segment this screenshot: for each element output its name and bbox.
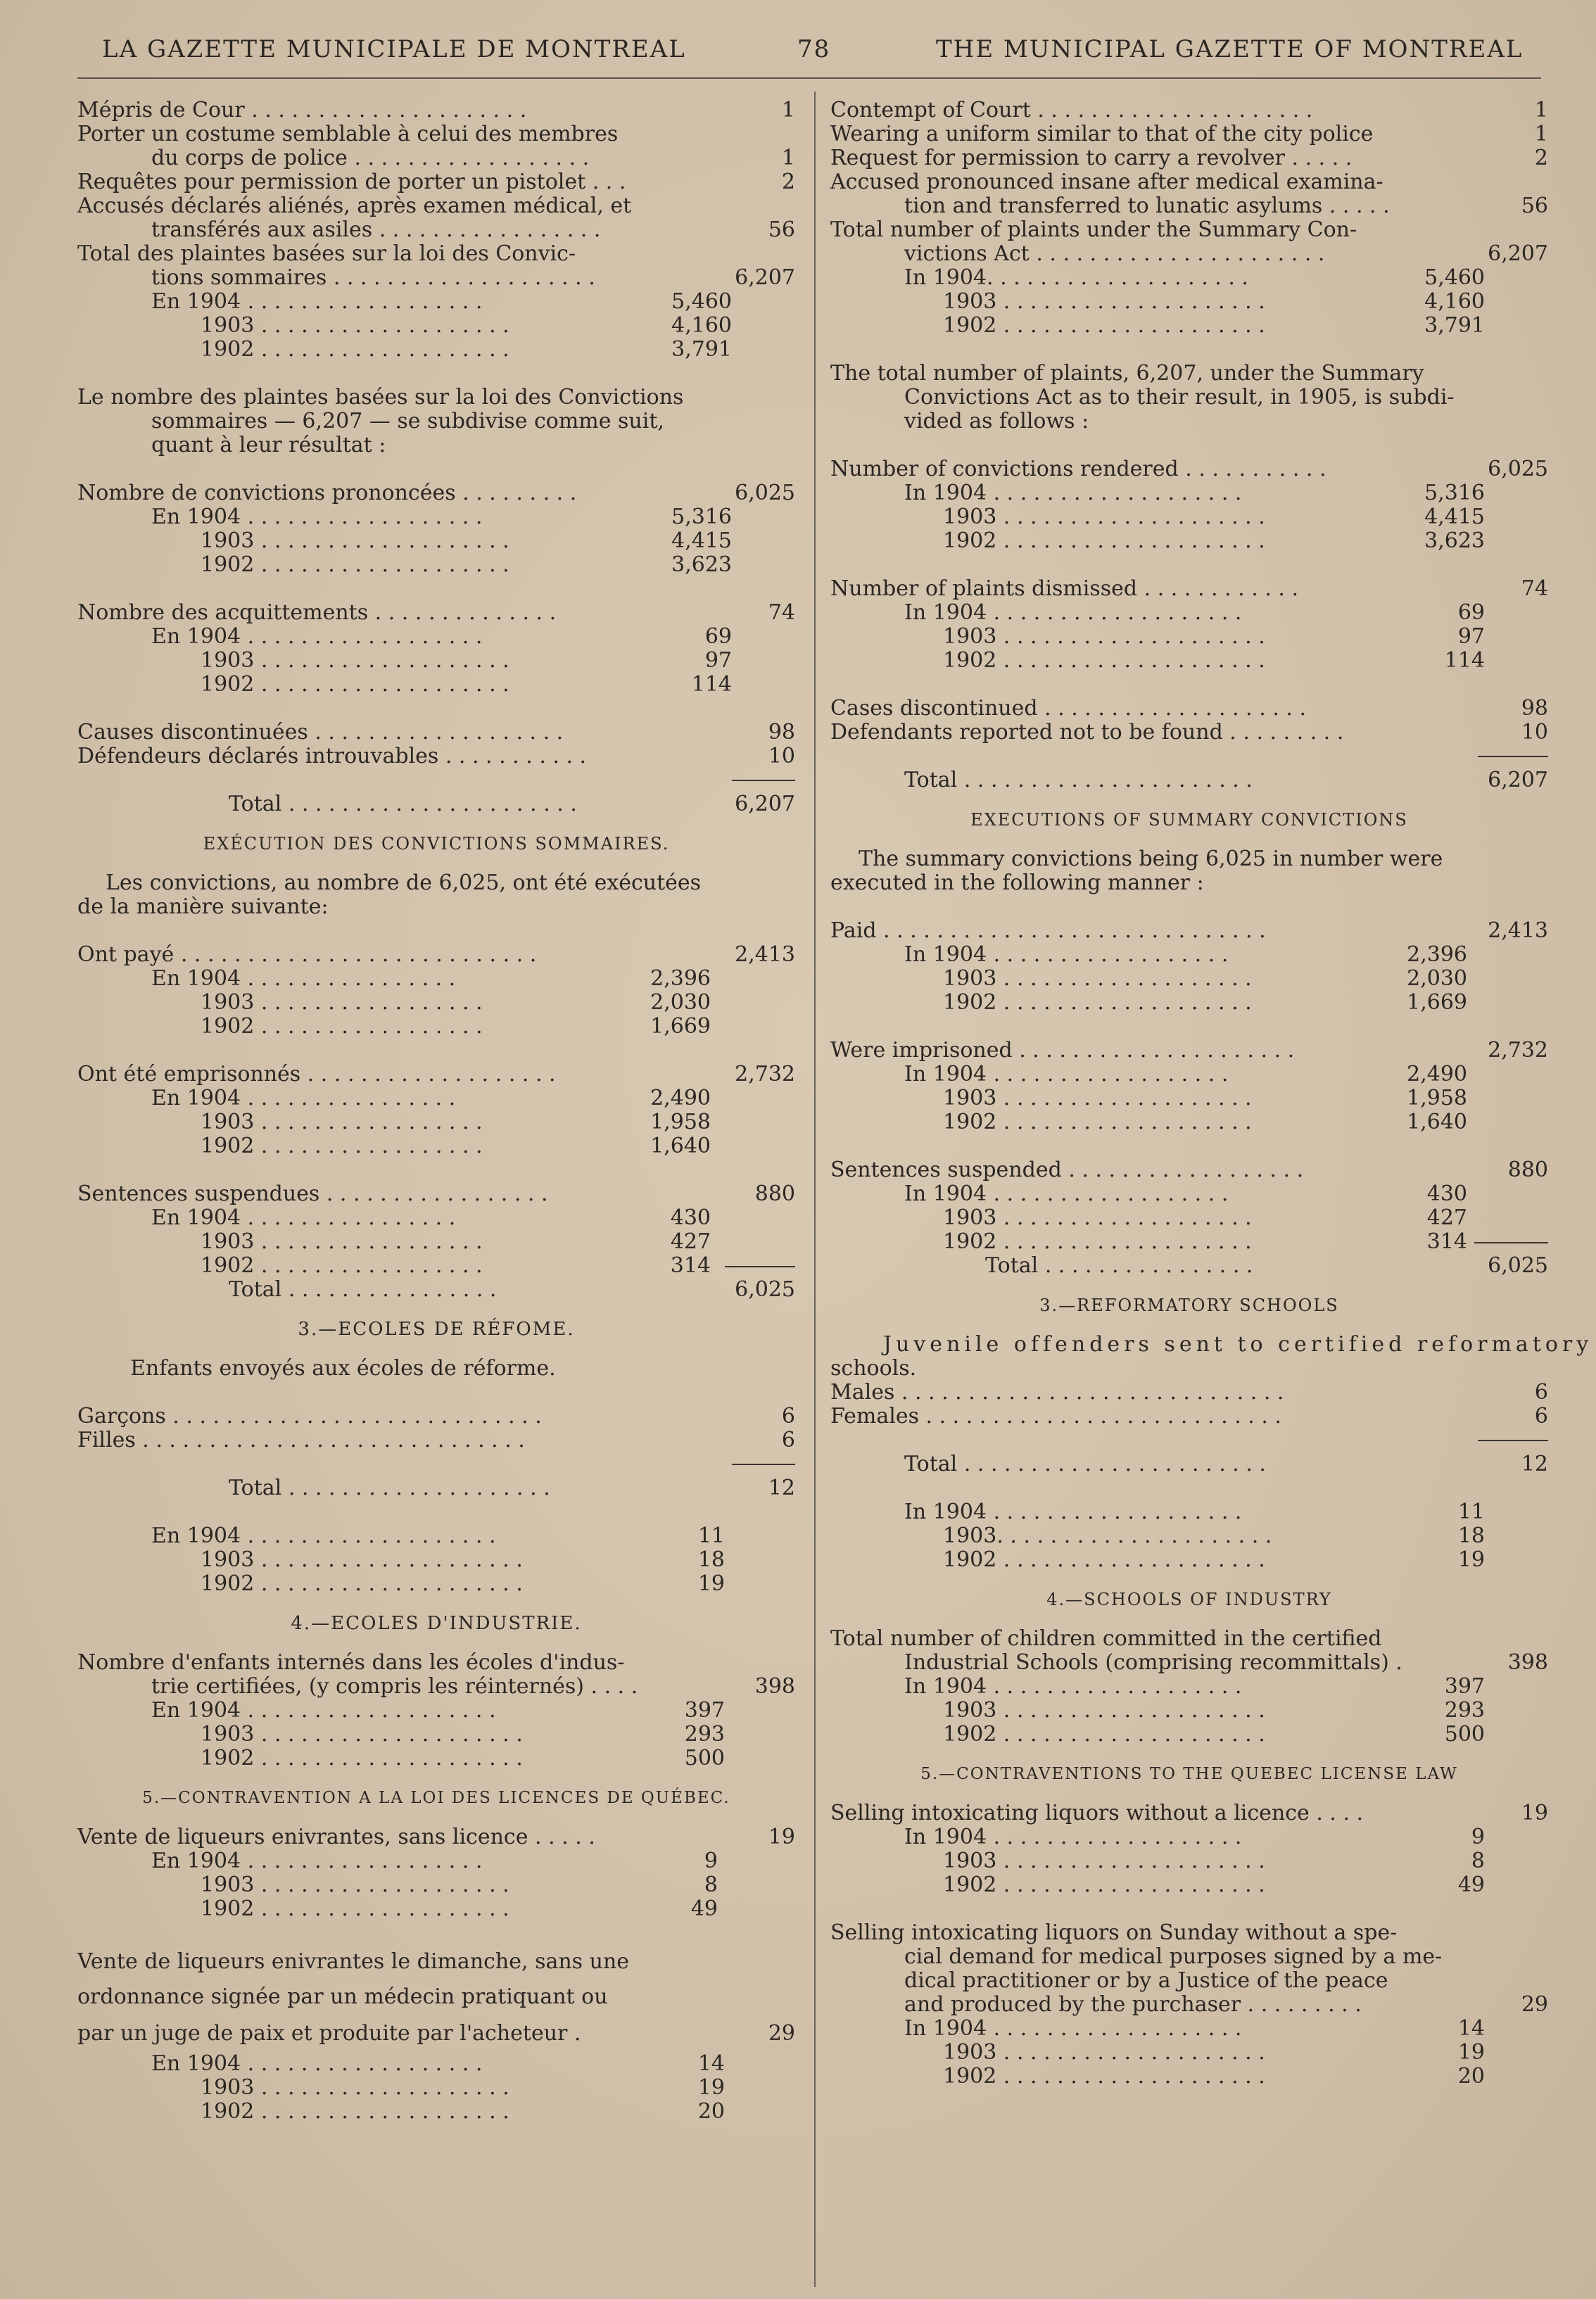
sum-rule (1478, 756, 1548, 757)
list-item: Males . . . . . . . . . . . . . . . . . . . . . . . . . . . . . 6 (830, 1380, 1548, 1405)
year-row: En 1904 . . . . . . . . . . . . . . . . . . 69 (151, 624, 732, 649)
paragraph-line: Les convictions, au nombre de 6,025, ont été exécutées (106, 870, 702, 895)
list-item: par un juge de paix et produite par l'acheteur . 29 (77, 2021, 795, 2046)
total-row: Total . . . . . . . . . . . . . . . . . . . . . . 6,207 (229, 792, 795, 816)
paragraph-line: Le nombre des plaintes basées sur la loi des Convictions (77, 385, 684, 410)
year-row: 1903 . . . . . . . . . . . . . . . . . . . . 4,160 (943, 289, 1485, 314)
page-number: 78 (797, 35, 831, 63)
year-row: En 1904 . . . . . . . . . . . . . . . . . . 9 (151, 1849, 718, 1873)
paragraph-line: quant à leur résultat : (151, 433, 386, 457)
total-row (77, 1452, 795, 1476)
year-row: In 1904 . . . . . . . . . . . . . . . . . . . 5,316 (904, 481, 1485, 505)
year-row: 1903 . . . . . . . . . . . . . . . . . 2,030 (201, 990, 711, 1015)
list-item: trie certifiées, (y compris les réinternés) . . . . 398 (151, 1674, 795, 1699)
sum-rule (1478, 1440, 1548, 1441)
year-row: 1902 . . . . . . . . . . . . . . . . . . . 49 (201, 1896, 718, 1921)
year-row: 1903 . . . . . . . . . . . . . . . . . . . 4,415 (201, 528, 732, 553)
year-row: In 1904 . . . . . . . . . . . . . . . . . . 430 (904, 1182, 1467, 1206)
year-row: 1903 . . . . . . . . . . . . . . . . . . . . 4,415 (943, 505, 1485, 529)
year-row: 1902 . . . . . . . . . . . . . . . . . . . 3,623 (201, 552, 732, 577)
list-item: Ont payé . . . . . . . . . . . . . . . . . . . . . . . . . . . 2,413 (77, 942, 795, 967)
paragraph-line: cial demand for medical purposes signed by a me- (904, 1944, 1443, 1969)
list-item: Nombre des acquittements . . . . . . . . . . . . . . 74 (77, 600, 795, 625)
list-item: Paid . . . . . . . . . . . . . . . . . . . . . . . . . . . . . 2,413 (830, 918, 1548, 943)
section-heading: EXECUTIONS OF SUMMARY CONVICTIONS (970, 810, 1408, 830)
year-row: 1903 . . . . . . . . . . . . . . . . . . . . 19 (943, 2040, 1485, 2065)
list-item: Sentences suspended . . . . . . . . . . . . . . . . . . 880 (830, 1158, 1548, 1182)
year-row: 1902 . . . . . . . . . . . . . . . . . 1,669 (201, 1014, 711, 1039)
list-item: Mépris de Cour . . . . . . . . . . . . . . . . . . . . . 1 (77, 98, 795, 122)
year-row: 1902 . . . . . . . . . . . . . . . . . . . . 19 (943, 1547, 1485, 1572)
list-item: Selling intoxicating liquors without a licence . . . . 19 (830, 1801, 1548, 1825)
total-row: Total . . . . . . . . . . . . . . . . 6,025 (985, 1253, 1548, 1278)
year-row: 1902 . . . . . . . . . . . . . . . . . . . . 19 (201, 1571, 725, 1596)
year-row: 1902 . . . . . . . . . . . . . . . . . . . 1,640 (943, 1110, 1467, 1134)
list-item: Filles . . . . . . . . . . . . . . . . . . . . . . . . . . . . . 6 (77, 1428, 795, 1452)
paragraph-line: Total number of plaints under the Summary Con- (830, 217, 1357, 242)
year-row: 1903 . . . . . . . . . . . . . . . . . . . 2,030 (943, 966, 1467, 991)
paragraph-line: Juvenile offenders sent to certified reformatory (883, 1332, 1593, 1357)
paragraph-line: Selling intoxicating liquors on Sunday without a spe- (830, 1920, 1398, 1945)
list-item: Wearing a uniform similar to that of the city police 1 (830, 122, 1548, 146)
year-row: 1902 . . . . . . . . . . . . . . . . . . . . 114 (943, 648, 1485, 673)
paragraph-line: sommaires — 6,207 — se subdivise comme suit, (151, 409, 664, 433)
year-row: 1903 . . . . . . . . . . . . . . . . . . . 97 (201, 648, 732, 673)
list-item: tion and transferred to lunatic asylums . . . . . 56 (904, 194, 1548, 218)
year-row: 1902 . . . . . . . . . . . . . . . . . . . 20 (201, 2099, 725, 2124)
year-row: In 1904 . . . . . . . . . . . . . . . . . . 2,490 (904, 1062, 1467, 1087)
year-row: En 1904 . . . . . . . . . . . . . . . . . . 5,460 (151, 289, 732, 314)
total-row (830, 1429, 1548, 1452)
english-column (830, 98, 1593, 2089)
year-row: 1903 . . . . . . . . . . . . . . . . . 427 (201, 1229, 711, 1254)
list-item: Request for permission to carry a revolver . . . . . 2 (830, 146, 1548, 170)
sum-rule (732, 780, 795, 781)
list-item: Number of convictions rendered . . . . . . . . . . . 6,025 (830, 457, 1548, 481)
year-row: 1903 . . . . . . . . . . . . . . . . . . . 4,160 (201, 313, 732, 338)
year-row: 1902 . . . . . . . . . . . . . . . . . . . 314 (830, 1230, 1548, 1254)
year-row: 1902 . . . . . . . . . . . . . . . . . . . . 49 (943, 1873, 1485, 1897)
paragraph-line: vided as follows : (904, 409, 1089, 433)
year-row: En 1904 . . . . . . . . . . . . . . . . . . 5,316 (151, 505, 732, 529)
section-heading: 5.—CONTRAVENTIONS TO THE QUEBEC LICENSE LAW (920, 1765, 1458, 1783)
list-item: Causes discontinuées . . . . . . . . . . . . . . . . . . . 98 (77, 720, 795, 745)
list-item: Garçons . . . . . . . . . . . . . . . . . . . . . . . . . . . . 6 (77, 1404, 795, 1429)
paragraph-line: The total number of plaints, 6,207, under the Summary (830, 361, 1424, 386)
paragraph-line: Total number of children committed in the certified (830, 1626, 1382, 1651)
paragraph-line: The summary convictions being 6,025 in number were (859, 847, 1443, 871)
total-row: Total . . . . . . . . . . . . . . . . . . . . 12 (229, 1476, 795, 1500)
sum-rule (732, 1464, 795, 1465)
paragraph-line: Convictions Act as to their result, in 1905, is subdi- (904, 385, 1455, 410)
year-row: En 1904 . . . . . . . . . . . . . . . . . . 14 (151, 2051, 725, 2076)
section-heading: 5.—CONTRAVENTION A LA LOI DES LICENCES DE QUÉBEC. (142, 1789, 730, 1807)
list-item: Total des plaintes basées sur la loi des Convic- (77, 241, 576, 266)
year-row: 1903 . . . . . . . . . . . . . . . . . . . . 18 (201, 1547, 725, 1572)
year-row: 1902 . . . . . . . . . . . . . . . . . . . 1,669 (943, 990, 1467, 1015)
year-row: En 1904 . . . . . . . . . . . . . . . . . . . 11 (151, 1524, 725, 1548)
total-row (830, 745, 1548, 768)
list-item: Contempt of Court . . . . . . . . . . . . . . . . . . . . . 1 (830, 98, 1548, 122)
section-heading: 4.—SCHOOLS OF INDUSTRY (1046, 1590, 1332, 1609)
paragraph-line: executed in the following manner : (830, 870, 1204, 895)
year-row: 1902 . . . . . . . . . . . . . . . . . 1,640 (201, 1134, 711, 1158)
year-row: 1903 . . . . . . . . . . . . . . . . . . . 19 (201, 2075, 725, 2100)
paragraph-line: ordonnance signée par un médecin pratiquant ou (77, 1984, 608, 2009)
list-item: Cases discontinued . . . . . . . . . . . . . . . . . . . . 98 (830, 696, 1548, 721)
section-heading: EXÉCUTION DES CONVICTIONS SOMMAIRES. (203, 834, 670, 854)
list-item: Nombre de convictions prononcées . . . . . . . . . 6,025 (77, 481, 795, 505)
section-heading: 4.—ECOLES D'INDUSTRIE. (291, 1613, 582, 1634)
list-item: Defendants reported not to be found . . . . . . . . . 10 (830, 720, 1548, 745)
section-heading: 3.—REFORMATORY SCHOOLS (1039, 1296, 1339, 1315)
year-row: 1903. . . . . . . . . . . . . . . . . . . . . 18 (943, 1524, 1485, 1548)
year-row: 1902 . . . . . . . . . . . . . . . . . 314 (77, 1254, 795, 1278)
list-item: Females . . . . . . . . . . . . . . . . . . . . . . . . . . . 6 (830, 1404, 1548, 1429)
year-row: 1903 . . . . . . . . . . . . . . . . . . . . 293 (201, 1722, 725, 1747)
list-item: victions Act . . . . . . . . . . . . . . . . . . . . . . 6,207 (904, 241, 1548, 266)
year-row: In 1904 . . . . . . . . . . . . . . . . . . . 14 (904, 2016, 1485, 2041)
paragraph-line: de la manière suivante: (77, 894, 329, 919)
total-row: Total . . . . . . . . . . . . . . . . . . . . . . 6,207 (904, 768, 1548, 792)
year-row: In 1904 . . . . . . . . . . . . . . . . . . . 69 (904, 600, 1485, 625)
year-row: 1902 . . . . . . . . . . . . . . . . . . . . 20 (943, 2064, 1485, 2089)
year-row: 1902 . . . . . . . . . . . . . . . . . . . . 3,791 (943, 313, 1485, 338)
header-rule (77, 77, 1541, 79)
year-row: In 1904 . . . . . . . . . . . . . . . . . . . 11 (904, 1500, 1485, 1524)
year-row: 1903 . . . . . . . . . . . . . . . . . . . 8 (201, 1873, 718, 1897)
list-item: Sentences suspendues . . . . . . . . . . . . . . . . . 880 (77, 1182, 795, 1206)
list-item: Industrial Schools (comprising recommittals) . 398 (904, 1650, 1548, 1675)
list-item: Défendeurs déclarés introuvables . . . . . . . . . . . 10 (77, 744, 795, 768)
list-item: Were imprisoned . . . . . . . . . . . . . . . . . . . . . 2,732 (830, 1038, 1548, 1063)
header-right-title: THE MUNICIPAL GAZETTE OF MONTREAL (936, 35, 1524, 63)
year-row: 1902 . . . . . . . . . . . . . . . . . . . 3,791 (201, 337, 732, 362)
column-divider (814, 91, 816, 2287)
year-row: 1903 . . . . . . . . . . . . . . . . . . . 427 (943, 1205, 1467, 1230)
sum-rule (1474, 1242, 1548, 1243)
header-left-title: LA GAZETTE MUNICIPALE DE MONTREAL (102, 35, 686, 63)
year-row: In 1904 . . . . . . . . . . . . . . . . . . . 9 (904, 1825, 1485, 1849)
year-row: En 1904 . . . . . . . . . . . . . . . . . . . 397 (151, 1698, 725, 1723)
total-row: Total . . . . . . . . . . . . . . . . 6,025 (229, 1277, 795, 1302)
paragraph-line: Nombre d'enfants internés dans les écoles d'indus- (77, 1650, 625, 1675)
list-item: tions sommaires . . . . . . . . . . . . . . . . . . . . 6,207 (151, 265, 795, 290)
year-row: 1903 . . . . . . . . . . . . . . . . . . . . 293 (943, 1698, 1485, 1723)
paragraph-line: dical practitioner or by a Justice of the peace (904, 1968, 1388, 1993)
year-row: En 1904 . . . . . . . . . . . . . . . . 2,396 (151, 966, 711, 991)
sum-rule (725, 1266, 795, 1267)
list-item: transférés aux asiles . . . . . . . . . . . . . . . . . 56 (151, 217, 795, 242)
french-column (77, 99, 795, 2124)
list-item: and produced by the purchaser . . . . . . . . . 29 (904, 1992, 1548, 2017)
total-row: Total . . . . . . . . . . . . . . . . . . . . . . . 12 (904, 1452, 1548, 1476)
year-row: En 1904 . . . . . . . . . . . . . . . . 430 (151, 1205, 711, 1230)
list-item: Number of plaints dismissed . . . . . . . . . . . . 74 (830, 576, 1548, 601)
year-row: 1903 . . . . . . . . . . . . . . . . . . . . 8 (943, 1849, 1485, 1873)
total-row (77, 768, 795, 792)
year-row: In 1904. . . . . . . . . . . . . . . . . . . . 5,460 (904, 265, 1485, 290)
year-row: 1903 . . . . . . . . . . . . . . . . . 1,958 (201, 1110, 711, 1134)
year-row: In 1904 . . . . . . . . . . . . . . . . . . . 397 (904, 1674, 1485, 1699)
list-item: Ont été emprisonnés . . . . . . . . . . . . . . . . . . . 2,732 (77, 1062, 795, 1087)
paragraph-line: Accused pronounced insane after medical examina- (830, 170, 1383, 194)
year-row: In 1904 . . . . . . . . . . . . . . . . . . 2,396 (904, 942, 1467, 967)
paragraph-line: schools. (830, 1356, 917, 1381)
year-row: En 1904 . . . . . . . . . . . . . . . . 2,490 (151, 1086, 711, 1110)
paragraph-line: Vente de liqueurs enivrantes le dimanche, sans une (77, 1949, 630, 1974)
list-item: du corps de police . . . . . . . . . . . . . . . . . . 1 (151, 146, 795, 170)
year-row: 1902 . . . . . . . . . . . . . . . . . . . . 3,623 (943, 528, 1485, 553)
section-heading: 3.—ECOLES DE RÉFOME. (298, 1319, 575, 1340)
list-item: Requêtes pour permission de porter un pistolet . . . 2 (77, 170, 795, 194)
list-item: Porter un costume semblable à celui des membres (77, 122, 619, 146)
year-row: 1902 . . . . . . . . . . . . . . . . . . . . 500 (943, 1722, 1485, 1747)
year-row: 1902 . . . . . . . . . . . . . . . . . . . . 500 (201, 1746, 725, 1771)
list-item: Accusés déclarés aliénés, après examen médical, et (77, 194, 632, 218)
list-item: Vente de liqueurs enivrantes, sans licence . . . . . 19 (77, 1825, 795, 1849)
year-row: 1903 . . . . . . . . . . . . . . . . . . . 1,958 (943, 1086, 1467, 1110)
year-row: 1903 . . . . . . . . . . . . . . . . . . . . 97 (943, 624, 1485, 649)
year-row: 1902 . . . . . . . . . . . . . . . . . . . 114 (201, 672, 732, 697)
paragraph-line: Enfants envoyés aux écoles de réforme. (130, 1356, 556, 1381)
